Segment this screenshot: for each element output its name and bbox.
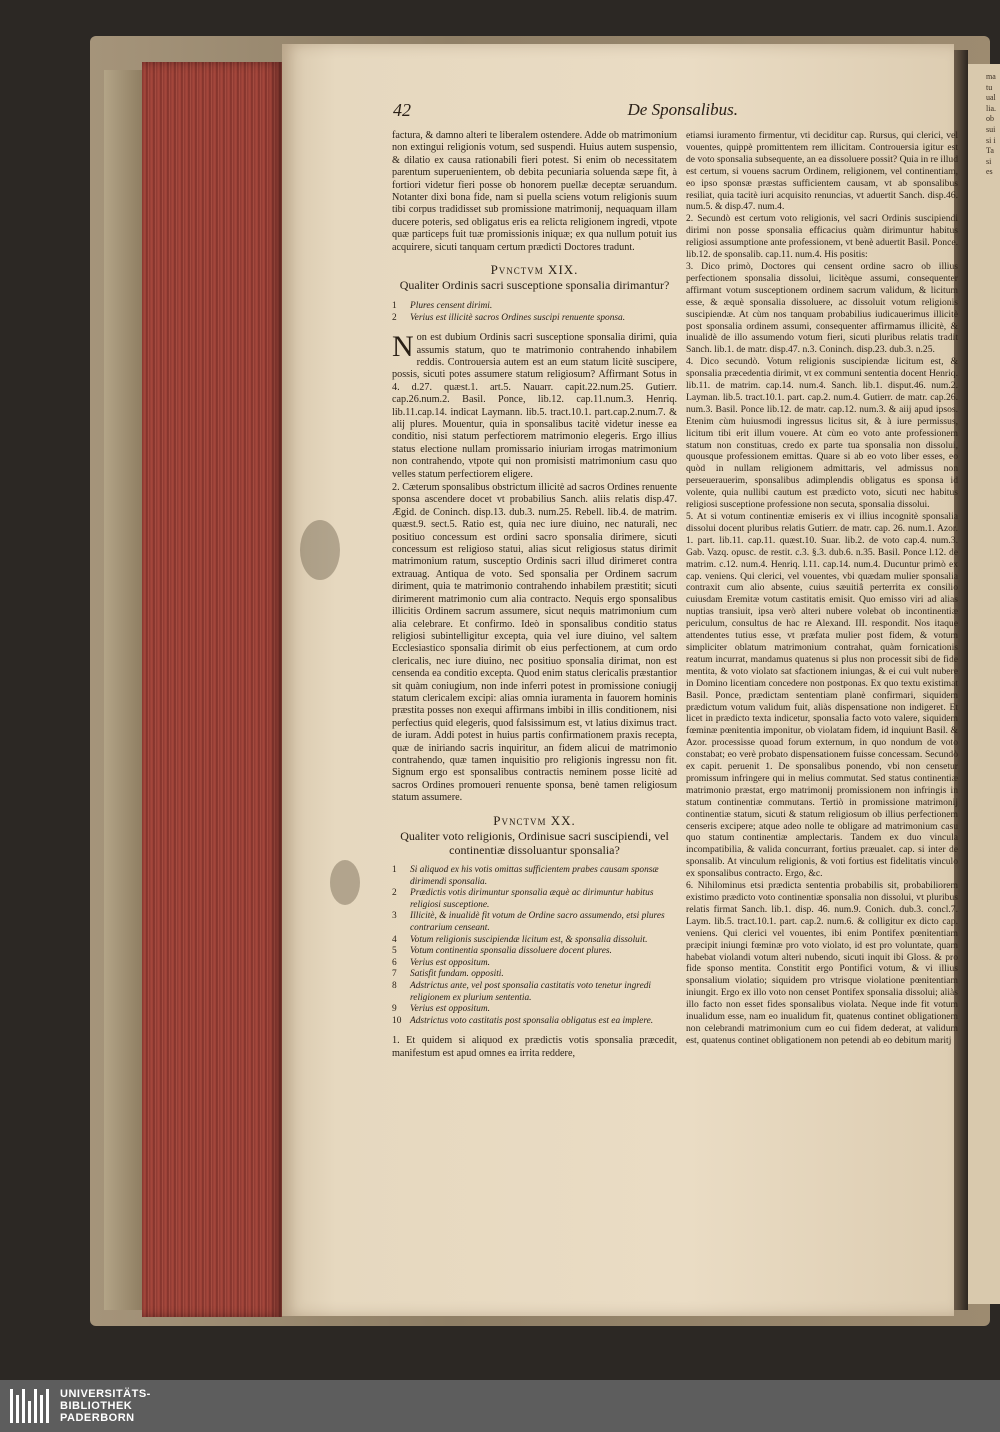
summary-item (392, 969, 677, 981)
facing-page (968, 64, 1000, 1304)
summary-list (392, 865, 677, 1027)
summary-item (392, 865, 677, 888)
library-logo-icon (10, 1389, 50, 1423)
summary-item (392, 301, 677, 313)
summary-item (392, 313, 677, 325)
summary-item (392, 935, 677, 947)
summary-number: 10 (392, 1015, 402, 1026)
summary-text: Adstrictus voto castitatis post sponsalia obligatus est ea implere. (410, 1015, 654, 1026)
summary-item (392, 981, 677, 1004)
library-banner (0, 1380, 1000, 1432)
summary-text: Verius est oppositum. (410, 957, 490, 968)
summary-text: Adstrictus ante, vel post sponsalia castitatis voto tenetur ingredi religionem ex plurium sententia. (410, 980, 652, 1003)
summary-text: Votum continentia sponsalia dissoluere docent plures. (410, 946, 612, 957)
summary-item (392, 1004, 677, 1016)
summary-text: Illicitè, & inualidè fit votum de Ordine sacro assumendo, etsi plures contrarium censeant. (410, 911, 665, 933)
right-column-text: etiamsi iuramento firmentur, vti deciditur cap. Rursus, qui clerici, vel vouentes, quippè promittentem rem illicitam. Controuersia igitur est de voto sponsalia subsequente, an ea dissoluere possit? Quia in re illud est certum, si vouens sacrum Ordinem, religionem, vel continentiam, eo ipso sponsæ præstas sufficientem causam, vt ab sponsalibus resiliat, quia tacitè iuri acquisito renuncias, vt aduertit Sanch. disp.46. num.5. & disp.47. num.4. 2. Secundò est certum voto religionis, vel sacri Ordinis suscipiendi dirimi non posse sponsalia efficacius quàm dirimuntur habitus religiosi assumptione ante professionem, vt benè aduertit Basil. Ponce. lib.12. de sponsalib. cap.11. num.4. His positis: 3. Dico primò, Doctores qui censent ordine sacro ob illius perfectionem sponsalia dissolui, licitèque assumi, consequenter affirmant votum susceptionem ordinem sacrum validum, & licitum esse, & æquè sponsalia dissoluere, ac dissoluit votum religionis suscipiendæ. At cùm nos tanquam probabilius iudicauerimus illicitè post sponsalia ordinem assumi, consequenter affirmamus illicitè, & inualidè de illo assumendo votum fieri, sicuti pluribus relatis tradit Sanch. lib.1. de matr. disp.47. n.3. Coninch. disp.23. dub.3. n.25. 4. Dico secundò. Votum religionis suscipiendæ licitum est, & sponsalia præcedentia dirimit, vt ex communi sententia docent Henriq. lib.11. de matrim. cap.14. num.4. Sanch. lib.1. disput.46. num.2. Layman. lib.5. tract.10.1. part. cap.2. num.4. Gutierr. de matr. cap.26. num.3. Basil. Ponce lib.12. de matr. cap.12. num.3. & aiij apud ipsos. Etenim cùm huiusmodi ingressus licitus sit, & à iure permissus, licitum tibi erit illum vouere. At cùm eo voto ante professionem statum non constituas, credo ex parte tua sponsalia non dissolui, quousque professionem emittas. Quare si ab eo voto liber esses, eo quòd in nullam religionem admittaris, vel admissus non perseuerauerim, sponsalibus adimplendis obligatus es sponsa id volente, quia nullibi cautum est prædicto voto, sicuti nec habitus religiosi susceptione professione non secuta, sponsalia dissolui. 5. At si votum continentiæ emiseris ex vi illius incognitè sponsalia dissolui docent pluribus relatis Gutierr. de matr. cap. 26. num.1. Azor. 1. part. lib.11. cap.11. quæst.10. Suar. lib.2. de voto cap.4. num.3. Gab. Vazq. opusc. de restit. c.3. §.3. dub.6. n.35. Basil. Ponce l.12. de matrim. c.12. num.4. Henriq. l.11. cap.14. num.4. Ducuntur primò ex cap. veniens. Qui clerici, vel vouentes, vbi quædam mulier sponsalia contraxit cum alio absente, cuius sæuitiâ perterrita ex consilio cuiusdam Eremitæ votum castitatis emisit. Quo emisso viri ad alias nuptias transiuit, ipsa verò alteri nubere volebat ob incontinentiæ periculum, consultus de hac re Alexand. III. respondit. Nos itaque attendentes tutius esse, vt præfata mulier post fidem, & votum simpliciter oblatum matrimonium contrahat, quàm fornicationis reatum incurrat, mandamus quatenus si plus non processit sibi de fide mentita, & voto violato sat sfactionem iniungas, & ei cui vult nubere in Domino licentiam concedere non postponas. Ex quo textu existimat Basil. Ponce, prædictam sententiam planè confirmari, siquidem prædictum votum validum fuit, aliàs dispensatione non indigeret. Et licet in prædicto texta indicetur, sponsalia facto voto valere, siquidem fœminæ pœnitentia imponitur, ob violatam fidem, id inquiunt Basil. & Azor. processisse quoad forum externum, in quo nondum de voto constabat; eo verè probato dispensationem fuisse concessam. Secundò ex capit. peruenit 1. De sponsalibus ponendo, vbi non censetur promissum infringere qui in melius commutat. Sed status continentiæ matrimonio præstat, ergo matrimonij promissionem non infringis in statum continentiæ commutans. Tertiò in promissione matrimonij continentiæ statum, sicuti & statum religiosum ob illius perfectionem censeris excipere; atque adeo nolle te obligare ad matrimonium casu quo statum continentiæ amplectaris. Tandem ex duo vincula incompatibilia, & valida concurrant, fortius præualet. cap. si inter de sponsalib. At vinculum religionis, & voti fortius est fidelitatis vinculo ex sponsalibus contracto. Ergo, &c. 6. Nihilominus etsi prædicta sententia probabilis sit, probabiliorem existimo prædicto voto continentiæ sponsalia non dissolui, vt pluribus relatis firmat Sanch. lib.1. disp. 46. num.9. Conich. dub.3. concl.7. Laym. lib.5. tract.10.1. part. cap.2. num.6. & colligitur ex dicto cap. veniens. Qui clerici vel vouentes, ibi enim Pontifex pœnitentiam præcipit iniungi fœminæ pro voto violato, id est pro voluntate, quam habebat violandi votum alteri nubendo, sicuti inquit ibi Gloss. & pro fide sponso mentita. Constitit ergo Pontifici votum, & vi illius sponsalium violatio; siquidem pro vtrisque violatione pœnitentiam iniungit. Ergo ex illo voto non censet Pontifex sponsalia dissolui; aliàs illo facto non esset fides sponsalibus violata. Neque inde fit votum inualidum esse, nam eo inualidum fit, quatenus continet obligationem non celebrandi matrimonium cum eo cui fidem dederat, at validum est, quatenus continet obligationem non petendi ab eo debitum maritj (686, 130, 958, 1046)
summary-text: Plures censent dirimi. (410, 300, 493, 311)
summary-item (392, 1016, 677, 1028)
summary-number: 7 (392, 969, 397, 980)
library-name-line: BIBLIOTHEK (60, 1400, 133, 1412)
punctum-question: Qualiter voto religionis, Ordinisue sacri suscipiendi, vel continentiæ dissoluantur sponsalia? (400, 829, 669, 857)
summary-number: 2 (392, 312, 397, 323)
summary-number: 4 (392, 934, 397, 945)
body-paragraph: 2. Cæterum sponsalibus obstrictum illicitè ad sacros Ordines renuente sponsa ascendere docet vt probabilius Sanch. aliis relatis disp.47. Ægid. de Coninch. disp.13. dub.3. num.25. Rebell. lib.4. de matrim. quæst.9. sect.5. Ratio est, quia nec iure diuino, nec naturali, nec positiuo concessum est ordini sacro sponsalia dirimere, sicuti concessum est religioso statui, alias sicut religiosus status dirimit matrimonium ratum, susceptio Ordinis sacri illud dirimeret contra extrauag. Antiqua de voto. Sed sponsalia per Ordinem sacrum diriment, quia te matrimonio contrahendo inhabilem præstitit; sicuti dirimerent matrimonio cum alia contracto. Nequis ergo sponsalibus illicitis Ordinem sacrum assumere, sicut nequis matrimonium cum alia celebrare. Et confirmo. Ideò in sponsalibus conditio status religiosi subintelligitur excepta, quia vel iure diuino, vel saltem Ecclesiastico sponsalia dirimit ob eius perfectionem, at cum ordo clericalis, nec iure diuino, nec positiuo sponsalia dirimat, non est censenda ea conditio excepta. Quod enim status clericalis præstantior sit quàm coniugium, non inde inferri potest in promissione coniugij statum clericalem excipi: alias omnia iuramenta in fauorem hominis præstita posses non exequi affirmans imbibi in illis conditionem, nisi perfectius quid elegeris, quod falsissimum est, vt latius diximus tract. de iuram. Addi potest in huius partis confirmationem praxis recepta, quæ de iniriando sacris inquiritur, an fidem alicui de matrimonio contrahendo, quæ tamen inquisitio pro religionis ingressu non fit. Signum ergo est sponsalibus contractis neminem posse licitè ad sacros Ordines promoueri renuente sponsa, benè tamen religiosum statum assumere. (392, 482, 677, 804)
punctum-heading: Pvnctvm XX. (493, 812, 576, 828)
summary-text: Verius est oppositum. (410, 1004, 490, 1015)
left-column (392, 130, 677, 1061)
summary-text: Si aliquod ex his votis omittas sufficientem prabes causam sponsæ dirimendi sponsalia. (410, 865, 659, 887)
cover-spine-edge (104, 70, 142, 1310)
library-name-line: UNIVERSITÄTS- (60, 1388, 151, 1400)
summary-item (392, 911, 677, 934)
summary-number: 9 (392, 1004, 397, 1015)
summary-number: 8 (392, 980, 397, 991)
summary-number: 1 (392, 865, 397, 875)
summary-number: 2 (392, 888, 397, 899)
right-column (686, 130, 958, 1048)
library-name-line: PADERBORN (60, 1412, 135, 1424)
summary-number: 5 (392, 946, 397, 957)
body-paragraph: 1. Et quidem si aliquod ex prædictis votis sponsalia præcedit, manifestum est apud omnes ea irrita reddere, (392, 1035, 677, 1059)
page-number: 42 (393, 100, 411, 120)
page-header (393, 100, 738, 124)
summary-text: Satisfit fundam. oppositi. (410, 969, 504, 980)
summary-list (392, 301, 677, 324)
intro-paragraph: factura, & damno alteri te liberalem ostendere. Adde ob matrimonium non extingui religionis votum, sed suspendi. Huius autem suspensio, & dilatio ex causa rationabili fieri potest. Si enim ob necessitatem parentum superuenientem, ob debita pecuniaria soluenda sæpe fit, à fortiori videtur fieri posse ob honorem puellæ deceptæ seruandum. Notanter dixi bona fide, nam si puella sciens votum religionis suum tibi corpus tradidisset sub promissione matrimonij, nequaquam illam ducere poteris, sed obligatus eris ea relicta religionem ingredi, vtpote quæ particeps fuit tuæ promissionis iniquæ; ex qua nullum potuit ius acquirere, sicuti tanquam certum prædicti Doctores tradunt. (392, 130, 677, 253)
summary-item (392, 958, 677, 970)
summary-text: Votum religionis suscipiendæ licitum est, & sponsalia dissoluit. (410, 934, 648, 945)
page-stain (300, 520, 340, 580)
punctum-heading: Pvnctvm XIX. (490, 262, 579, 278)
page-stain (330, 860, 360, 905)
summary-text: Verius est illicitè sacros Ordines suscipi renuente sponsa. (410, 312, 626, 323)
facing-page-fragment: ma tu ual lia. ob sui si i Ta si es (986, 72, 996, 177)
summary-item (392, 946, 677, 958)
running-title: De Sponsalibus. (627, 100, 738, 119)
body-paragraph: Non est dubium Ordinis sacri susceptione sponsalia dirimi, quia assumis statum, quo te matrimonio contrahendo inhabilem reddis. Controuersia autem est an eum statum licitè suscipere, possis, sicuti potes assumere statum religiosum? Affirmant Sotus in 4. d.27. quæst.1. art.5. Nauarr. capit.22.num.25. Gutierr. cap.26.num.2. Basil. Ponce, lib.12. cap.11.num.3. Henriq. lib.11.cap.14. indicat Laymann. lib.5. tract.10.1. part.cap.2.num.7. & alij plures. Mouentur, quia in sponsalibus tacitè videtur inesse ea conditio, nisi statum perfectiorem matrimonio elegeris. Ergo illius status electione nullam promissario iniuriam irrogas matrimonium non contrahendo, vtpote qui non promisisti matrimonium casu quo velles statum perfectiorem eligere. (392, 330, 677, 480)
summary-text: Prædictis votis dirimuntur sponsalia æquè ac dirimuntur habitus religiosi susceptione. (410, 888, 654, 910)
summary-number: 3 (392, 911, 397, 922)
page-edges (142, 62, 282, 1317)
punctum-question: Qualiter Ordinis sacri susceptione sponsalia dirimantur? (399, 278, 670, 293)
summary-number: 6 (392, 957, 397, 968)
library-name (60, 1388, 151, 1424)
summary-item (392, 888, 677, 911)
summary-number: 1 (392, 300, 397, 311)
